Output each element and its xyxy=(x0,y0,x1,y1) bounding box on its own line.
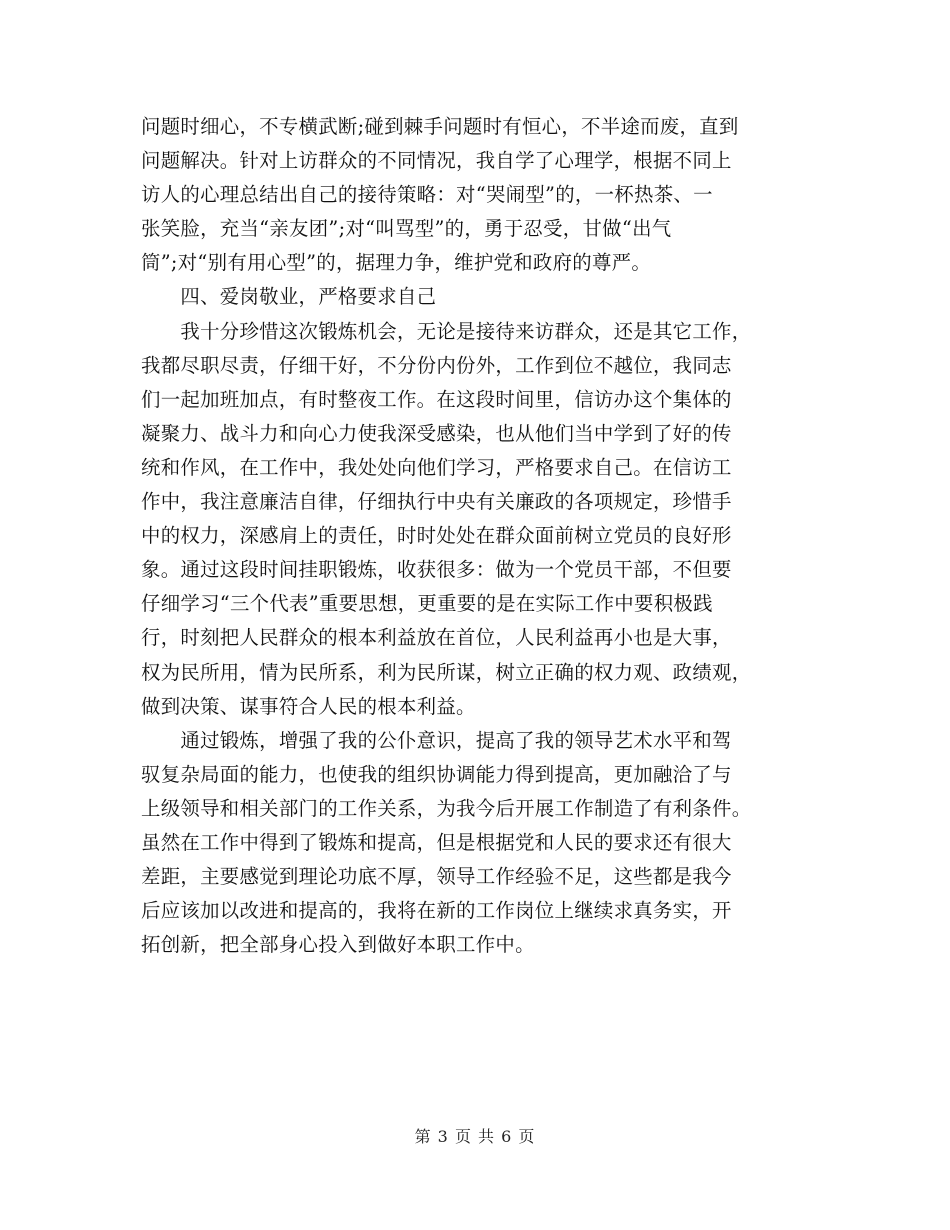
text-line: 我都尽职尽责，仔细干好，不分份内份外，工作到位不越位，我同志 xyxy=(141,353,732,377)
text-line: 张笑脸，充当“亲友团”;对“叫骂型”的，勇于忍受，甘做“出气 xyxy=(141,217,672,241)
text-line: 后应该加以改进和提高的，我将在新的工作岗位上继续求真务实，开 xyxy=(141,899,732,923)
text-line: 统和作风，在工作中，我处处向他们学习，严格要求自己。在信访工 xyxy=(141,455,732,479)
text-line: 凝聚力、战斗力和向心力使我深受感染，也从他们当中学到了好的传 xyxy=(141,421,732,445)
page-number-footer: 第 3 页 共 6 页 xyxy=(414,1127,536,1146)
text-line: 上级领导和相关部门的工作关系，为我今后开展工作制造了有利条件。 xyxy=(141,796,752,820)
text-line: 差距，主要感觉到理论功底不厚，领导工作经验不足，这些都是我今 xyxy=(141,865,732,889)
text-line: 问题解决。针对上访群众的不同情况，我自学了心理学，根据不同上 xyxy=(141,149,732,173)
text-line: 中的权力，深感肩上的责任，时时处处在群众面前树立党员的良好形 xyxy=(141,524,732,548)
text-line: 我十分珍惜这次锻炼机会，无论是接待来访群众，还是其它工作， xyxy=(141,319,752,343)
section-heading: 四、爱岗敬业，严格要求自己 xyxy=(141,285,437,309)
text-line: 象。通过这段时间挂职锻炼，收获很多：做为一个党员干部，不但要 xyxy=(141,558,732,582)
text-line: 作中，我注意廉洁自律，仔细执行中央有关廉政的各项规定，珍惜手 xyxy=(141,490,732,514)
text-line: 问题时细心，不专横武断;碰到棘手问题时有恒心，不半途而废，直到 xyxy=(141,115,739,138)
text-line: 虽然在工作中得到了锻炼和提高，但是根据党和人民的要求还有很大 xyxy=(141,830,732,854)
text-line: 行，时刻把人民群众的根本利益放在首位，人民利益再小也是大事， xyxy=(141,626,732,650)
text-line: 拓创新，把全部身心投入到做好本职工作中。 xyxy=(141,933,535,957)
text-line: 们一起加班加点，有时整夜工作。在这段时间里，信访办这个集体的 xyxy=(141,387,732,411)
text-line: 权为民所用，情为民所系，利为民所谋，树立正确的权力观、政绩观， xyxy=(141,660,752,684)
body-text xyxy=(141,110,811,962)
text-line: 访人的心理总结出自己的接待策略：对“哭闹型”的，一杯热茶、一 xyxy=(141,183,713,207)
text-line: 筒”;对“别有用心型”的，据理力争，维护党和政府的尊严。 xyxy=(141,251,652,275)
text-line: 做到决策、谋事符合人民的根本利益。 xyxy=(141,694,476,718)
text-line: 驭复杂局面的能力，也使我的组织协调能力得到提高，更加融洽了与 xyxy=(141,762,732,786)
text-line: 通过锻炼，增强了我的公仆意识，提高了我的领导艺术水平和驾 xyxy=(141,728,732,752)
text-line: 仔细学习“三个代表”重要思想，更重要的是在实际工作中要积极践 xyxy=(141,592,713,616)
